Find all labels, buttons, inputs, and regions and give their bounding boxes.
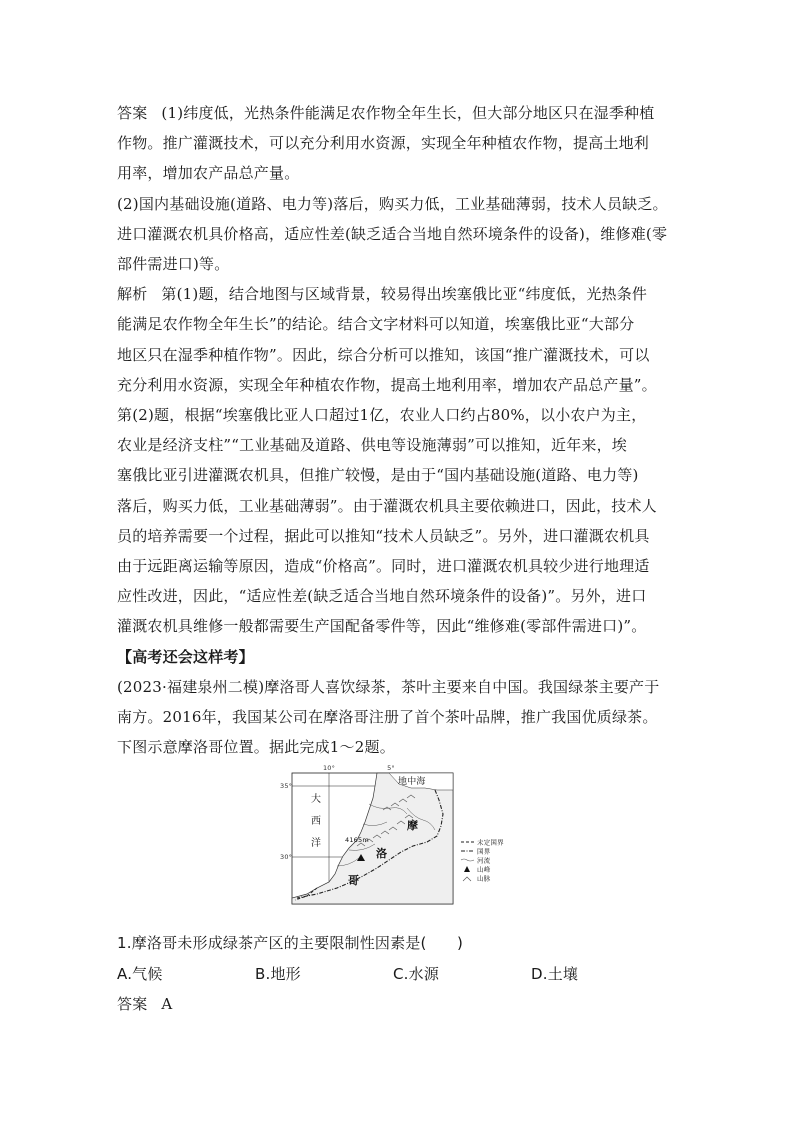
answer-line-5: 进口灌溉农机具价格高，适应性差(缺乏适合当地自然环境条件的设备)，维修难(零 [117,224,668,243]
analysis-line-11: 应性改进，因此，“适应性差(缺乏适合当地自然环境条件的设备)”。另外，进口 [117,587,647,606]
analysis-line-10: 由于远距离运输等原因，造成“价格高”。同时，进口灌溉农机具较少进行地理适 [117,557,650,576]
legend-peak-icon [464,866,470,872]
question-options [117,959,689,989]
peak-label: 4165m [345,836,369,845]
legend-river-icon [461,859,474,861]
analysis-label: 解析 [117,285,148,304]
analysis-line-1: 解析 第(1)题，结合地图与区域背景，较易得出埃塞俄比亚“纬度低，光热条件 [117,285,648,304]
lat-label-35: 35° [280,782,293,791]
analysis-line-5: 第(2)题，根据“埃塞俄比亚人口超过1亿，农业人口约占80%，以小农户为主， [117,406,647,425]
analysis-line-6: 农业是经济支柱”“工业基础及道路、供电等设施薄弱”可以推知，近年来，埃 [117,436,628,455]
analysis-line-7: 塞俄比亚引进灌溉农机具，但推广较慢，是由于“国内基础设施(道路、电力等) [117,466,639,485]
answer2-value: A [161,994,173,1013]
answer-line-3: 用率，增加农产品总产量。 [117,164,300,183]
option-a: A.气候 [117,964,163,983]
passage-line-3: 下图示意摩洛哥位置。据此完成1～2题。 [117,738,395,757]
analysis-line-3: 地区只在湿季种植作物”。因此，综合分析可以推知，该国“推广灌溉技术，可以 [117,345,650,364]
legend-river: 河流 [477,856,491,865]
question-stem: 1.摩洛哥未形成绿茶产区的主要限制性因素是( ) [117,934,464,953]
morocco-label-3: 哥 [348,874,360,888]
map-legend [461,838,504,883]
option-d: D.土壤 [531,964,579,983]
mediterranean-label: 地中海 [398,777,426,788]
answer2-line [117,989,689,1019]
passage-line-2: 南方。2016年，我国某公司在摩洛哥注册了首个茶叶品牌，推广我国优质绿茶。 [117,708,658,727]
legend-peak: 山峰 [477,865,491,874]
analysis-line-9: 员的培养需要一个过程，据此可以推知“技术人员缺乏”。另外，进口灌溉农机具 [117,526,650,545]
analysis-line-4: 充分利用水资源，实现全年种植农作物，提高土地利用率，增加农产品总产量”。 [117,375,657,394]
morocco-label-1: 摩 [407,819,419,833]
map-figure [117,762,689,928]
legend-mountain: 山脉 [477,874,491,883]
passage-line-1: (2023·福建泉州二模)摩洛哥人喜饮绿茶，茶叶主要来自中国。我国绿茶主要产于 [117,677,660,696]
answer-line-2: 作物。推广灌溉技术，可以充分利用水资源，实现全年种植农作物，提高土地利 [117,134,650,153]
legend-undefined-border: 未定国界 [477,838,504,847]
answer-line-6: 部件需进口)等。 [117,255,230,274]
option-b: B.地形 [255,964,301,983]
lon-label-10: 10° [322,764,336,773]
option-c: C.水源 [393,964,440,983]
analysis-line-8: 落后，购买力低，工业基础薄弱”。由于灌溉农机具主要依赖进口，因此，技术人 [117,496,657,515]
morocco-label-2: 洛 [376,847,388,861]
legend-mountain-icon [463,877,471,881]
analysis-line-12: 灌溉农机具维修一般都需要生产国配备零件等，因此“维修难(零部件需进口)”。 [117,617,647,636]
atlantic-label-1: 大 [311,794,322,806]
lat-label-30: 30° [280,853,293,862]
answer2-label: 答案 [117,994,148,1013]
analysis-line-2: 能满足农作物全年生长”的结论。结合文字材料可以知道，埃塞俄比亚“大部分 [117,315,635,334]
legend-border: 国界 [477,847,491,856]
answer-label: 答案 [117,104,148,122]
document-content [117,98,689,1019]
lon-label-5: 5° [387,764,395,773]
answer-line-4: (2)国内基础设施(道路、电力等)落后，购买力低，工业基础薄弱，技术人员缺乏。 [117,194,668,213]
atlantic-label-3: 洋 [311,838,322,850]
morocco-map [277,764,522,916]
atlantic-label-2: 西 [311,816,322,828]
answer-line-1: 答案 (1)纬度低，光热条件能满足农作物全年生长，但大部分地区只在湿季种植 [117,104,655,122]
section-heading: 【高考还会这样考】 [117,647,254,666]
